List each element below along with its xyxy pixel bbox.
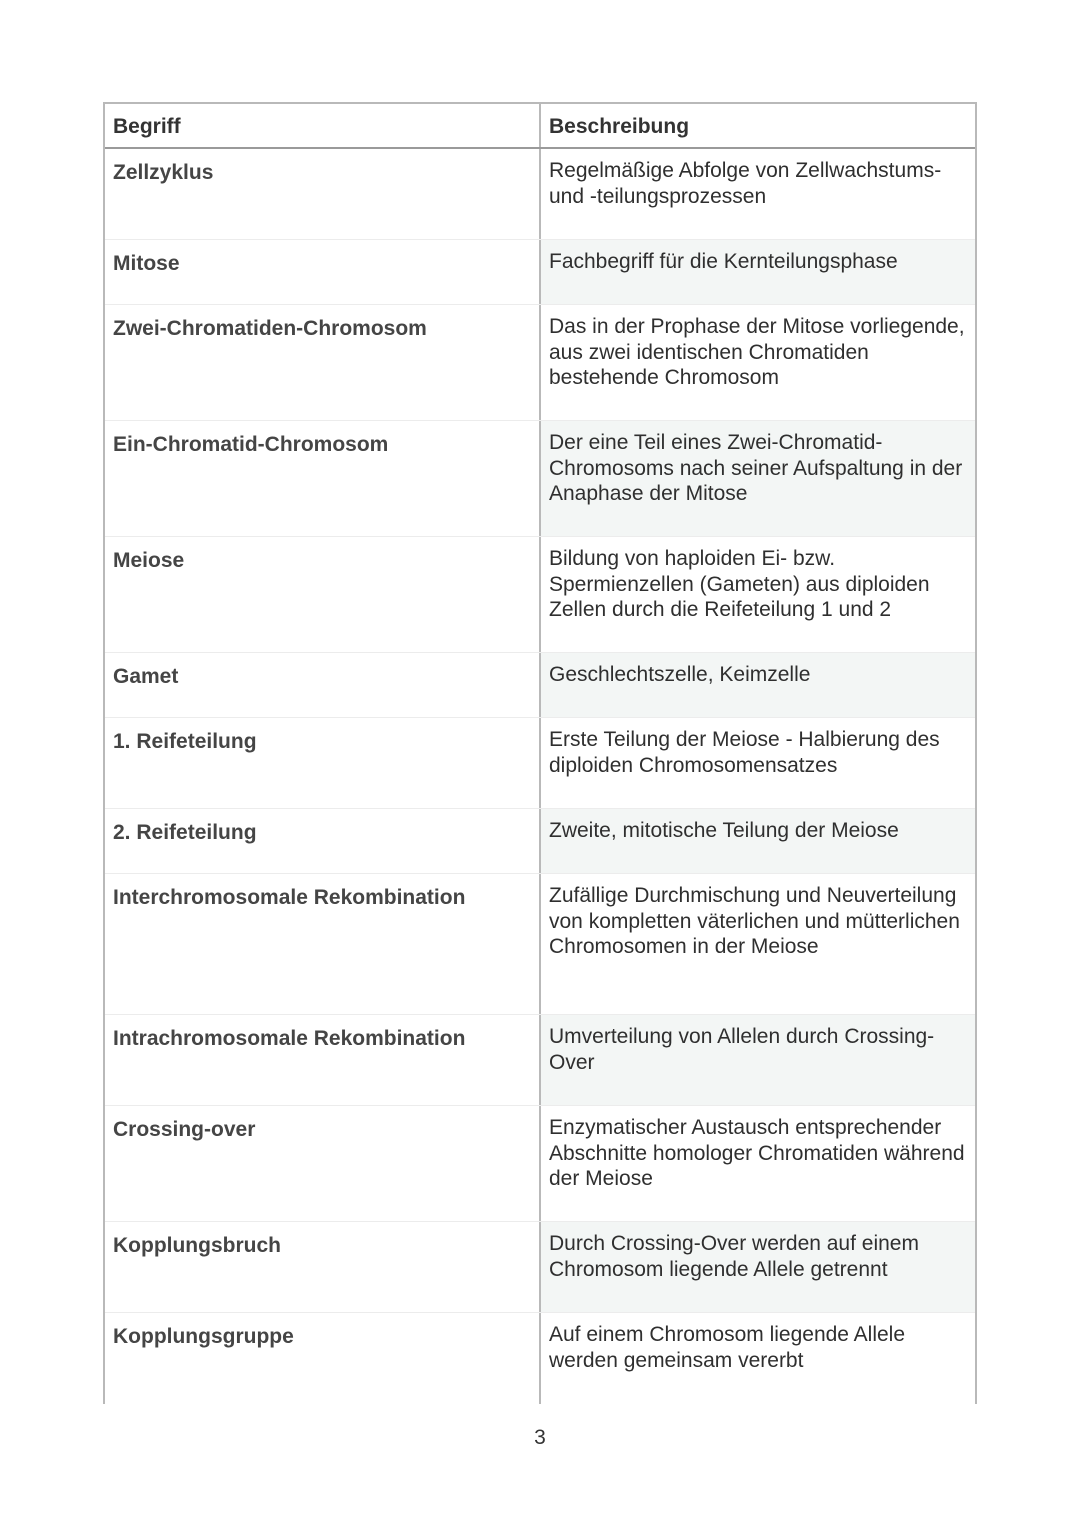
description-cell: Durch Crossing-Over werden auf einem Chromosom liegende Allele getrennt xyxy=(541,1222,975,1312)
term-cell: Kopplungsgruppe xyxy=(105,1313,541,1404)
description-cell: Der eine Teil eines Zwei-Chromatid-Chromosoms nach seiner Aufspaltung in der Anaphase der Mitose xyxy=(541,421,975,536)
table-row xyxy=(105,149,975,240)
term-cell: 2. Reifeteilung xyxy=(105,809,541,873)
table-row xyxy=(105,718,975,809)
description-cell: Enzymatischer Austausch entsprechender Abschnitte homologer Chromatiden während der Meiose xyxy=(549,1116,965,1190)
table-header-row xyxy=(105,104,975,149)
table-row xyxy=(105,809,975,874)
table-row xyxy=(105,240,975,305)
description-cell: Umverteilung von Allelen durch Crossing-Over xyxy=(541,1015,975,1105)
table-row xyxy=(105,1222,975,1313)
table-row xyxy=(105,653,975,718)
term-cell: 1. Reifeteilung xyxy=(105,718,541,808)
table-row xyxy=(105,874,975,1015)
table-row xyxy=(105,421,975,537)
description-cell: Fachbegriff für die Kernteilungsphase xyxy=(541,240,975,304)
description-cell: Bildung von haploiden Ei- bzw. Spermienzellen (Gameten) aus diploiden Zellen durch die Reifeteilung 1 und 2 xyxy=(549,547,930,621)
table-row xyxy=(105,305,975,421)
description-cell: Regelmäßige Abfolge von Zellwachstums- und -teilungsprozessen xyxy=(549,159,942,208)
term-cell: Intrachromosomale Rekombination xyxy=(105,1015,541,1105)
term-cell: Zwei-Chromatiden-Chromosom xyxy=(105,305,541,420)
term-cell: Meiose xyxy=(105,537,541,652)
description-cell: Zufällige Durchmischung und Neuverteilung von kompletten väterlichen und mütterlichen Chromosomen in der Meiose xyxy=(549,884,960,958)
header-term: Begriff xyxy=(105,104,541,147)
page-number: 3 xyxy=(534,1426,546,1449)
term-cell: Crossing-over xyxy=(105,1106,541,1221)
description-cell: Geschlechtszelle, Keimzelle xyxy=(541,653,975,717)
term-cell: Zellzyklus xyxy=(105,149,541,239)
description-cell: Das in der Prophase der Mitose vorliegende, aus zwei identischen Chromatiden bestehende Chromosom xyxy=(549,315,965,389)
term-cell: Kopplungsbruch xyxy=(105,1222,541,1312)
table-row xyxy=(105,1015,975,1106)
term-cell: Gamet xyxy=(105,653,541,717)
glossary-table xyxy=(103,102,977,1404)
table-row xyxy=(105,1106,975,1222)
table-row xyxy=(105,537,975,653)
table-row xyxy=(105,1313,975,1404)
term-cell: Mitose xyxy=(105,240,541,304)
description-cell: Zweite, mitotische Teilung der Meiose xyxy=(541,809,975,873)
description-cell: Auf einem Chromosom liegende Allele werden gemeinsam vererbt xyxy=(549,1323,906,1372)
header-description: Beschreibung xyxy=(549,115,690,138)
term-cell: Interchromosomale Rekombination xyxy=(105,874,541,1014)
description-cell: Erste Teilung der Meiose - Halbierung des diploiden Chromosomensatzes xyxy=(549,728,940,777)
term-cell: Ein-Chromatid-Chromosom xyxy=(105,421,541,536)
